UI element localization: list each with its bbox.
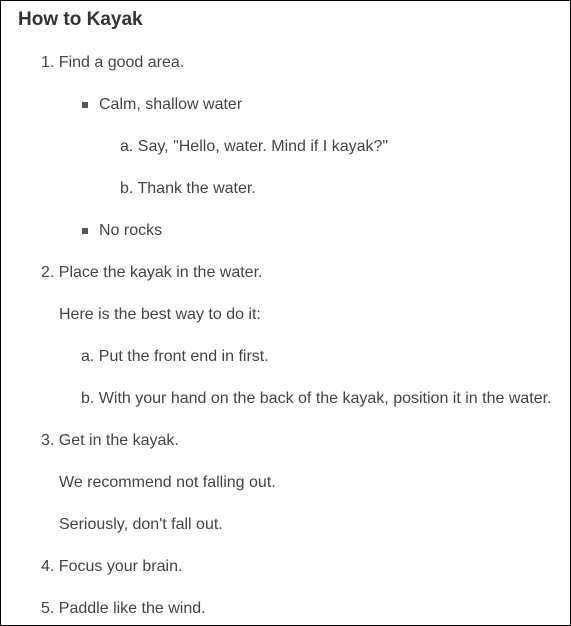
step-1-bullet-1-substep-a <box>120 137 388 157</box>
substep-text: Thank the water. <box>137 180 256 197</box>
step-1-bullet-1-substep-b <box>120 179 256 199</box>
substep-marker: a. <box>120 138 134 155</box>
step-2-substep-b <box>81 389 552 409</box>
step-3 <box>41 431 179 451</box>
step-3-text: Get in the kayak. <box>58 432 179 449</box>
bullet-square-icon <box>82 102 88 108</box>
bullet-square-icon <box>82 228 88 234</box>
step-5-text: Paddle like the wind. <box>58 600 206 617</box>
step-1 <box>41 53 184 73</box>
substep-text: Put the front end in first. <box>98 348 269 365</box>
substep-text: Say, "Hello, water. Mind if I kayak?" <box>137 138 389 155</box>
step-1-bullet-2: No rocks <box>99 222 163 239</box>
substep-text: With your hand on the back of the kayak, position it in the water. <box>98 390 552 407</box>
step-2-note: Here is the best way to do it: <box>59 306 261 323</box>
step-2-substep-a <box>81 347 269 367</box>
step-1-marker: 1. <box>41 54 55 71</box>
step-3-marker: 3. <box>41 432 55 449</box>
substep-marker: b. <box>120 180 134 197</box>
step-1-bullet-1: Calm, shallow water <box>99 96 243 113</box>
page-title: How to Kayak <box>18 9 143 30</box>
step-4 <box>41 557 182 577</box>
step-2 <box>41 263 262 283</box>
step-2-text: Place the kayak in the water. <box>58 264 263 281</box>
step-5-marker: 5. <box>41 600 55 617</box>
step-4-text: Focus your brain. <box>58 558 183 575</box>
substep-marker: b. <box>81 390 95 407</box>
step-5 <box>41 599 206 619</box>
step-4-marker: 4. <box>41 558 55 575</box>
step-1-text: Find a good area. <box>58 54 185 71</box>
step-2-marker: 2. <box>41 264 55 281</box>
step-3-note-2: Seriously, don't fall out. <box>59 516 223 533</box>
substep-marker: a. <box>81 348 95 365</box>
step-3-note-1: We recommend not falling out. <box>59 474 276 491</box>
